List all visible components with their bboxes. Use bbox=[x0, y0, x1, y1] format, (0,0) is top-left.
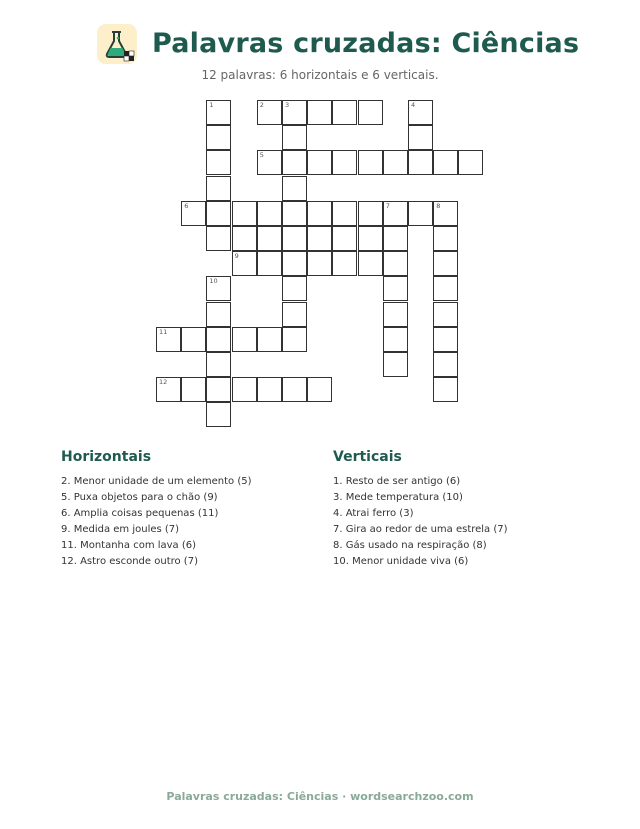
clue-number: 5 bbox=[259, 151, 264, 160]
crossword-cell[interactable] bbox=[282, 150, 307, 175]
crossword-cell[interactable] bbox=[257, 251, 282, 276]
crossword-cell[interactable] bbox=[257, 377, 282, 402]
crossword-cell[interactable] bbox=[282, 377, 307, 402]
clue-number: 10 bbox=[209, 277, 218, 286]
crossword-cell[interactable] bbox=[181, 201, 206, 226]
crossword-cell[interactable] bbox=[383, 201, 408, 226]
crossword-cell[interactable] bbox=[458, 150, 483, 175]
crossword-cell[interactable] bbox=[307, 377, 332, 402]
crossword-cell[interactable] bbox=[433, 150, 458, 175]
crossword-cell[interactable] bbox=[257, 226, 282, 251]
crossword-cell[interactable] bbox=[257, 327, 282, 352]
clue-item: 3. Mede temperatura (10) bbox=[333, 492, 463, 503]
crossword-cell[interactable] bbox=[408, 125, 433, 150]
crossword-cell[interactable] bbox=[307, 150, 332, 175]
crossword-cell[interactable] bbox=[232, 201, 257, 226]
crossword-cell[interactable] bbox=[332, 150, 357, 175]
crossword-cell[interactable] bbox=[358, 226, 383, 251]
crossword-cell[interactable] bbox=[358, 251, 383, 276]
across-title: Horizontais bbox=[61, 449, 152, 465]
crossword-cell[interactable] bbox=[257, 100, 282, 125]
crossword-cell[interactable] bbox=[282, 176, 307, 201]
across-clues bbox=[61, 449, 331, 570]
page-header bbox=[0, 24, 640, 68]
crossword-cell[interactable] bbox=[282, 327, 307, 352]
crossword-cell[interactable] bbox=[257, 150, 282, 175]
crossword-cell[interactable] bbox=[181, 377, 206, 402]
crossword-cell[interactable] bbox=[433, 327, 458, 352]
crossword-cell[interactable] bbox=[257, 201, 282, 226]
clue-number: 6 bbox=[184, 201, 189, 210]
clue-number: 9 bbox=[234, 252, 239, 261]
crossword-cell[interactable] bbox=[332, 251, 357, 276]
crossword-cell[interactable] bbox=[206, 402, 231, 427]
clue-item: 1. Resto de ser antigo (6) bbox=[333, 476, 461, 487]
crossword-cell[interactable] bbox=[206, 150, 231, 175]
crossword-cell[interactable] bbox=[433, 251, 458, 276]
crossword-cell[interactable] bbox=[358, 100, 383, 125]
clue-number: 4 bbox=[411, 101, 416, 109]
crossword-cell[interactable] bbox=[181, 327, 206, 352]
crossword-cell[interactable] bbox=[206, 276, 231, 301]
crossword-cell[interactable] bbox=[408, 150, 433, 175]
clue-item: 8. Gás usado na respiração (8) bbox=[333, 540, 487, 551]
down-clues bbox=[333, 449, 603, 570]
crossword-cell[interactable] bbox=[282, 125, 307, 150]
crossword-cell[interactable] bbox=[332, 201, 357, 226]
crossword-cell[interactable] bbox=[282, 226, 307, 251]
clue-item: 11. Montanha com lava (6) bbox=[61, 540, 197, 551]
crossword-grid bbox=[156, 100, 486, 430]
page-footer: Palavras cruzadas: Ciências · wordsearchzoo.com bbox=[166, 790, 474, 803]
puzzle-subtitle: 12 palavras: 6 horizontais e 6 verticais. bbox=[201, 68, 439, 82]
crossword-cell[interactable] bbox=[307, 251, 332, 276]
down-title: Verticais bbox=[333, 449, 402, 465]
crossword-cell[interactable] bbox=[383, 226, 408, 251]
crossword-cell[interactable] bbox=[433, 377, 458, 402]
crossword-cell[interactable] bbox=[282, 302, 307, 327]
clue-item: 4. Atrai ferro (3) bbox=[333, 508, 414, 519]
crossword-cell[interactable] bbox=[206, 226, 231, 251]
crossword-cell[interactable] bbox=[332, 226, 357, 251]
crossword-cell[interactable] bbox=[232, 251, 257, 276]
clue-item: 6. Amplia coisas pequenas (11) bbox=[61, 508, 219, 519]
crossword-cell[interactable] bbox=[307, 226, 332, 251]
crossword-cell[interactable] bbox=[408, 201, 433, 226]
clue-item: 7. Gira ao redor de uma estrela (7) bbox=[333, 524, 508, 535]
crossword-cell[interactable] bbox=[206, 100, 231, 125]
crossword-cell[interactable] bbox=[307, 201, 332, 226]
crossword-cell[interactable] bbox=[206, 327, 231, 352]
crossword-cell[interactable] bbox=[383, 251, 408, 276]
clue-number: 8 bbox=[436, 201, 441, 210]
crossword-cell[interactable] bbox=[383, 327, 408, 352]
crossword-cell[interactable] bbox=[433, 226, 458, 251]
crossword-cell[interactable] bbox=[156, 327, 181, 352]
crossword-cell[interactable] bbox=[433, 302, 458, 327]
crossword-cell[interactable] bbox=[307, 100, 332, 125]
clue-item: 5. Puxa objetos para o chão (9) bbox=[61, 492, 218, 503]
clue-number: 1 bbox=[209, 101, 214, 109]
crossword-cell[interactable] bbox=[232, 226, 257, 251]
crossword-cell[interactable] bbox=[383, 276, 408, 301]
crossword-cell[interactable] bbox=[206, 377, 231, 402]
clue-item: 12. Astro esconde outro (7) bbox=[61, 556, 198, 567]
crossword-cell[interactable] bbox=[282, 201, 307, 226]
crossword-cell[interactable] bbox=[156, 377, 181, 402]
crossword-cell[interactable] bbox=[433, 352, 458, 377]
crossword-cell[interactable] bbox=[383, 302, 408, 327]
clue-item: 2. Menor unidade de um elemento (5) bbox=[61, 476, 252, 487]
crossword-cell[interactable] bbox=[433, 276, 458, 301]
crossword-cell[interactable] bbox=[282, 100, 307, 125]
crossword-cell[interactable] bbox=[383, 150, 408, 175]
crossword-cell[interactable] bbox=[206, 125, 231, 150]
crossword-cell[interactable] bbox=[206, 302, 231, 327]
crossword-cell[interactable] bbox=[232, 377, 257, 402]
clue-number: 2 bbox=[259, 101, 264, 109]
clue-number: 3 bbox=[285, 101, 290, 109]
clue-number: 12 bbox=[159, 378, 168, 387]
clue-item: 10. Menor unidade viva (6) bbox=[333, 556, 469, 567]
clue-item: 9. Medida em joules (7) bbox=[61, 524, 180, 535]
crossword-cell[interactable] bbox=[232, 327, 257, 352]
clue-number: 11 bbox=[159, 327, 168, 336]
crossword-cell[interactable] bbox=[408, 100, 433, 125]
crossword-cell[interactable] bbox=[332, 100, 357, 125]
crossword-cell[interactable] bbox=[282, 251, 307, 276]
crossword-cell[interactable] bbox=[433, 201, 458, 226]
crossword-cell[interactable] bbox=[206, 201, 231, 226]
page-title: Palavras cruzadas: Ciências bbox=[152, 28, 580, 59]
crossword-cell[interactable] bbox=[206, 176, 231, 201]
clue-number: 7 bbox=[385, 201, 390, 210]
crossword-cell[interactable] bbox=[383, 352, 408, 377]
flask-icon bbox=[97, 24, 137, 64]
crossword-cell[interactable] bbox=[206, 352, 231, 377]
crossword-cell[interactable] bbox=[358, 201, 383, 226]
crossword-cell[interactable] bbox=[358, 150, 383, 175]
crossword-cell[interactable] bbox=[282, 276, 307, 301]
